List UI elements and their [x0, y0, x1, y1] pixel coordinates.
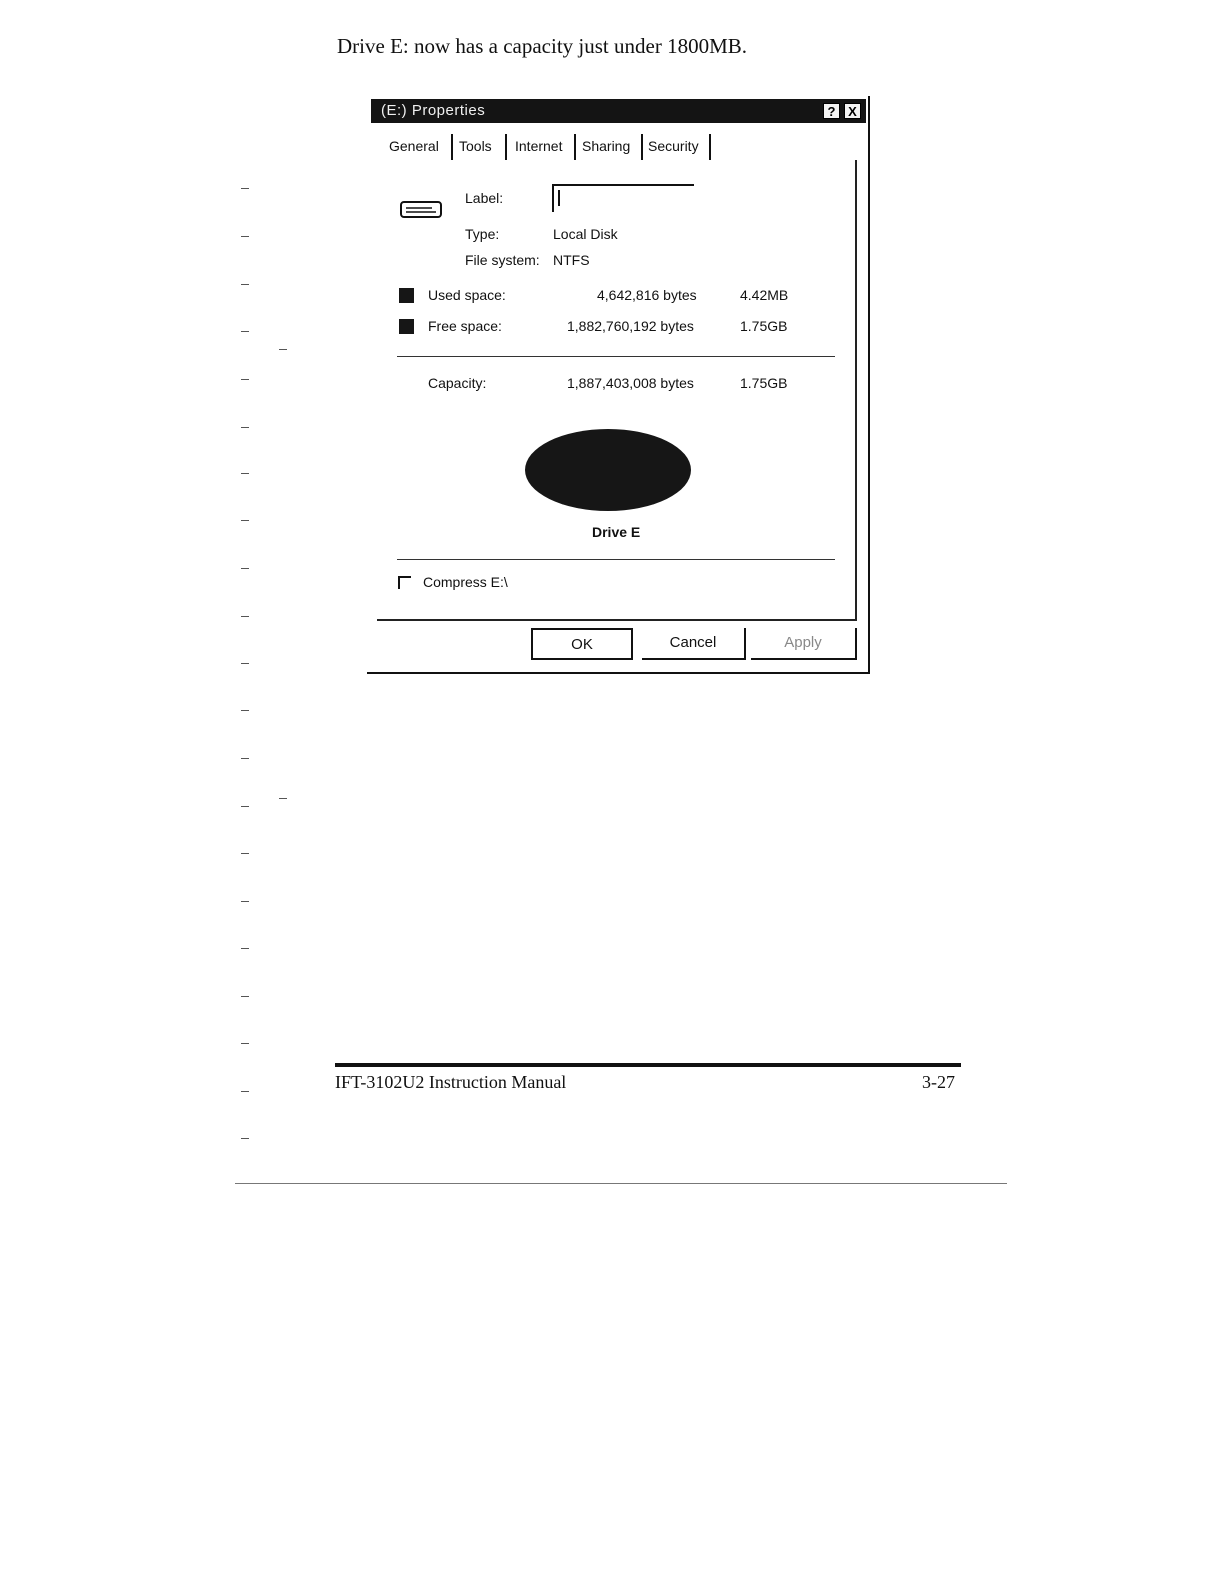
tab-divider	[451, 134, 453, 160]
filesystem-caption: File system:	[465, 252, 540, 268]
panel-border	[377, 619, 857, 621]
free-space-bytes: 1,882,760,192 bytes	[567, 318, 694, 334]
margin-mark	[241, 758, 249, 759]
pie-caption: Drive E	[592, 524, 641, 540]
tab-tools[interactable]: Tools	[459, 138, 492, 154]
properties-dialog	[367, 96, 870, 674]
used-space-bytes: 4,642,816 bytes	[597, 287, 697, 303]
margin-mark	[241, 427, 249, 428]
tab-security[interactable]: Security	[648, 138, 699, 154]
margin-mark	[241, 853, 249, 854]
margin-mark	[241, 806, 249, 807]
type-value: Local Disk	[553, 226, 618, 242]
tab-divider	[505, 134, 507, 160]
cancel-button[interactable]: Cancel	[642, 628, 746, 660]
filesystem-value: NTFS	[553, 252, 590, 268]
separator	[397, 356, 835, 357]
footer-rule	[335, 1063, 961, 1067]
margin-mark	[279, 798, 287, 799]
margin-mark	[241, 1138, 249, 1139]
margin-mark	[241, 473, 249, 474]
compress-checkbox[interactable]	[398, 576, 411, 589]
used-space-size: 4.42MB	[740, 287, 789, 303]
drive-icon	[400, 200, 444, 220]
margin-mark	[241, 520, 249, 521]
margin-mark	[241, 568, 249, 569]
free-space-caption: Free space:	[428, 318, 502, 334]
panel-border	[855, 160, 857, 620]
capacity-caption: Capacity:	[428, 375, 487, 391]
tab-general[interactable]: General	[389, 138, 439, 154]
disk-usage-pie	[524, 428, 692, 512]
label-input[interactable]	[552, 184, 694, 212]
separator	[397, 559, 835, 560]
tab-sharing[interactable]: Sharing	[582, 138, 631, 154]
margin-mark	[279, 349, 287, 350]
ok-button[interactable]: OK	[531, 628, 633, 660]
tab-divider	[709, 134, 711, 160]
text-caret	[558, 190, 560, 206]
margin-mark	[241, 616, 249, 617]
tab-divider	[641, 134, 643, 160]
capacity-bytes: 1,887,403,008 bytes	[567, 375, 694, 391]
apply-button[interactable]: Apply	[751, 628, 857, 660]
margin-mark	[241, 1091, 249, 1092]
margin-mark	[241, 236, 249, 237]
page-bottom-rule	[235, 1183, 1007, 1184]
type-caption: Type:	[465, 226, 500, 242]
label-caption: Label:	[465, 190, 504, 206]
margin-mark	[241, 663, 249, 664]
help-button[interactable]: ?	[823, 103, 840, 119]
margin-mark	[241, 284, 249, 285]
used-space-caption: Used space:	[428, 287, 506, 303]
margin-mark	[241, 331, 249, 332]
footer-title: IFT-3102U2 Instruction Manual	[335, 1072, 567, 1092]
intro-text: Drive E: now has a capacity just under 1800MB.	[337, 34, 747, 58]
margin-mark	[241, 1043, 249, 1044]
used-space-swatch	[399, 288, 414, 303]
free-space-size: 1.75GB	[740, 318, 788, 334]
margin-mark	[241, 188, 249, 189]
compress-label[interactable]: Compress E:\	[423, 574, 508, 590]
dialog-title: (E:) Properties	[381, 102, 486, 119]
tab-divider	[574, 134, 576, 160]
margin-mark	[241, 379, 249, 380]
capacity-size: 1.75GB	[740, 375, 788, 391]
dialog-titlebar[interactable]	[371, 99, 866, 123]
margin-mark	[241, 710, 249, 711]
free-space-swatch	[399, 319, 414, 334]
tab-internet[interactable]: Internet	[515, 138, 563, 154]
close-button[interactable]: X	[844, 103, 861, 119]
page-number: 3-27	[922, 1072, 955, 1092]
margin-mark	[241, 948, 249, 949]
margin-mark	[241, 996, 249, 997]
margin-mark	[241, 901, 249, 902]
